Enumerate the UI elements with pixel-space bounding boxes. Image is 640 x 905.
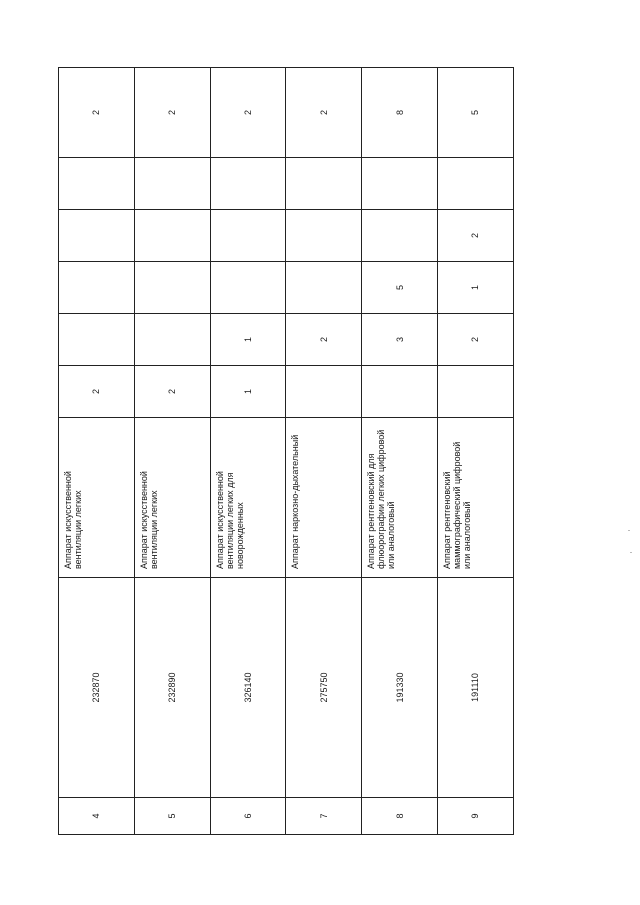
equipment-name: Аппарат искусственной вентиляции легких [58,417,134,577]
table-row [285,67,361,834]
equipment-name: Аппарат рентгеновский маммографический цифровой или аналоговый [437,417,513,577]
quantity-cell [210,157,286,209]
rotated-page-frame [58,68,513,835]
quantity-cell [210,209,286,261]
quantity-cell [285,157,361,209]
table-row [361,67,437,834]
equipment-name: Аппарат искусственной вентиляции легких [134,417,210,577]
quantity-cell [361,157,437,209]
row-number: 6 [210,797,286,834]
row-number: 9 [437,797,513,834]
quantity-cell [134,209,210,261]
equipment-name: Аппарат искусственной вентиляции легких для новорожденных [210,417,286,577]
total-cell: 2 [210,67,286,157]
row-number: 4 [58,797,134,834]
quantity-cell: 5 [361,261,437,313]
total-cell: 2 [285,67,361,157]
table-row [134,67,210,834]
landscape-page [58,68,513,835]
quantity-cell [361,209,437,261]
quantity-cell [361,365,437,417]
quantity-cell: 2 [285,313,361,365]
quantity-cell [58,261,134,313]
table-row [437,67,513,834]
total-cell: 8 [361,67,437,157]
equipment-name: Аппарат рентгеновский для флюорографии легких цифровой или аналоговый [361,417,437,577]
scan-speck [628,530,630,531]
quantity-cell [210,261,286,313]
row-number: 8 [361,797,437,834]
quantity-cell [58,209,134,261]
row-number: 7 [285,797,361,834]
quantity-cell: 2 [58,365,134,417]
quantity-cell [58,313,134,365]
quantity-cell: 1 [210,313,286,365]
quantity-cell: 1 [437,261,513,313]
equipment-code: 326140 [210,577,286,797]
quantity-cell: 2 [134,365,210,417]
equipment-table [58,67,514,835]
equipment-code: 232870 [58,577,134,797]
quantity-cell [285,209,361,261]
quantity-cell: 2 [437,313,513,365]
quantity-cell [285,365,361,417]
total-cell: 5 [437,67,513,157]
quantity-cell [437,365,513,417]
quantity-cell: 1 [210,365,286,417]
quantity-cell [134,261,210,313]
quantity-cell: 2 [437,209,513,261]
scan-speck [630,552,632,553]
quantity-cell [134,157,210,209]
quantity-cell [285,261,361,313]
table-row [210,67,286,834]
table-row [58,67,134,834]
total-cell: 2 [58,67,134,157]
equipment-code: 191110 [437,577,513,797]
total-cell: 2 [134,67,210,157]
quantity-cell [437,157,513,209]
equipment-code: 275750 [285,577,361,797]
equipment-code: 232890 [134,577,210,797]
quantity-cell: 3 [361,313,437,365]
row-number: 5 [134,797,210,834]
quantity-cell [134,313,210,365]
equipment-name: Аппарат наркозно-дыхательный [285,417,361,577]
equipment-code: 191330 [361,577,437,797]
quantity-cell [58,157,134,209]
